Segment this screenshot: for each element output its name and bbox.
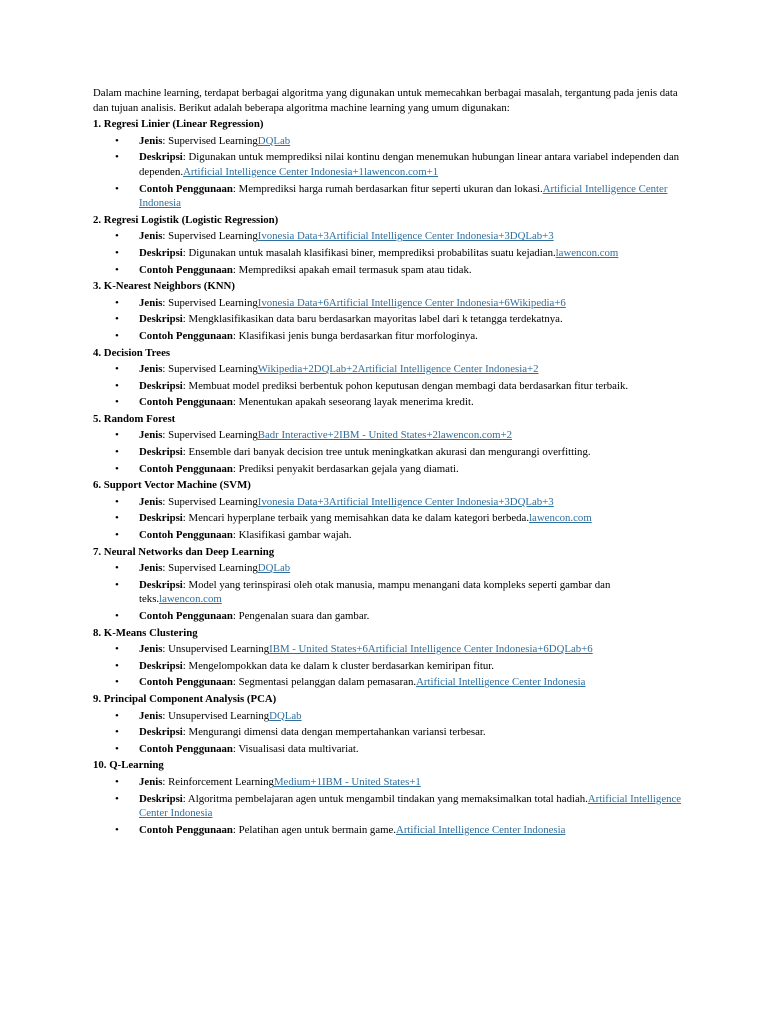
source-link[interactable]: Medium+1IBM - United States+1: [273, 775, 421, 788]
section-heading: 7. Neural Networks dan Deep Learning: [93, 545, 275, 558]
bullet-item-contoh: [93, 742, 684, 757]
bullet-item-deskripsi: [93, 379, 684, 394]
intro-paragraph: Dalam machine learning, terdapat berbagai algoritma yang digunakan untuk memecahkan berbagai masalah, tergantung pada jenis data dan tujuan analisis. Berikut adalah beberapa algoritma machine learning yang umum digunakan:: [93, 87, 678, 114]
bullet-item-contoh: [93, 823, 684, 838]
algorithm-section: [93, 478, 684, 542]
bullet-label: Contoh Penggunaan: [139, 462, 233, 475]
source-link[interactable]: lawencon.com: [555, 246, 619, 259]
bullet-label: Jenis: [139, 429, 163, 442]
source-link[interactable]: IBM - United States+6Artificial Intelligence Center Indonesia+6DQLab+6: [269, 643, 593, 656]
source-link[interactable]: Wikipedia+2DQLab+2Artificial Intelligence Center Indonesia+2: [257, 363, 539, 376]
bullet-item-jenis: [93, 561, 684, 576]
bullet-text: : Klasifikasi gambar wajah.: [232, 529, 352, 542]
bullet-text: : Prediksi penyakit berdasarkan gejala yang diamati.: [232, 462, 459, 475]
bullet-item-contoh: [93, 609, 684, 624]
bullet-text: : Algoritma pembelajaran agen untuk mengambil tindakan yang memaksimalkan total hadiah.: [182, 792, 588, 805]
bullet-text: : Reinforcement Learning: [162, 775, 274, 788]
bullet-text: : Membuat model prediksi berbentuk pohon keputusan dengan membagi data berdasarkan fitur terbaik.: [182, 379, 629, 392]
section-heading: 6. Support Vector Machine (SVM): [93, 479, 251, 492]
bullet-item-deskripsi: [93, 725, 684, 740]
section-heading: 1. Regresi Linier (Linear Regression): [93, 118, 264, 131]
source-link[interactable]: DQLab: [257, 562, 291, 575]
algorithm-list: [93, 117, 684, 837]
bullet-label: Deskripsi: [139, 313, 183, 326]
bullet-label: Jenis: [139, 363, 163, 376]
bullet-label: Jenis: [139, 643, 163, 656]
section-bullet-list: [93, 362, 684, 410]
source-link[interactable]: Artificial Intelligence Center Indonesia: [139, 182, 668, 210]
bullet-label: Deskripsi: [139, 578, 183, 591]
bullet-label: Contoh Penggunaan: [139, 742, 233, 755]
bullet-item-jenis: [93, 362, 684, 377]
algorithm-section: [93, 346, 684, 410]
algorithm-section: [93, 626, 684, 690]
algorithm-section: [93, 213, 684, 277]
bullet-label: Deskripsi: [139, 446, 183, 459]
bullet-text: : Supervised Learning: [162, 562, 258, 575]
bullet-text: : Supervised Learning: [162, 495, 258, 508]
section-heading: 10. Q-Learning: [93, 759, 164, 772]
source-link[interactable]: Artificial Intelligence Center Indonesia: [416, 676, 586, 689]
bullet-item-deskripsi: [93, 150, 684, 179]
bullet-label: Deskripsi: [139, 151, 183, 164]
bullet-text: : Memprediksi apakah email termasuk spam atau tidak.: [232, 263, 472, 276]
bullet-item-contoh: [93, 675, 684, 690]
bullet-text: : Pelatihan agen untuk bermain game.: [232, 823, 397, 836]
source-link[interactable]: Artificial Intelligence Center Indonesia: [139, 792, 682, 820]
bullet-label: Deskripsi: [139, 659, 183, 672]
source-link[interactable]: Artificial Intelligence Center Indonesia: [396, 823, 566, 836]
section-bullet-list: [93, 296, 684, 344]
bullet-label: Contoh Penggunaan: [139, 182, 233, 195]
bullet-label: Deskripsi: [139, 726, 183, 739]
algorithm-section: [93, 117, 684, 211]
source-link[interactable]: lawencon.com: [159, 593, 222, 606]
section-bullet-list: [93, 775, 684, 837]
bullet-label: Contoh Penggunaan: [139, 676, 233, 689]
bullet-text: : Mengklasifikasikan data baru berdasarkan mayoritas label dari k tetangga terdekatnya.: [182, 313, 563, 326]
bullet-text: : Supervised Learning: [162, 296, 258, 309]
bullet-item-jenis: [93, 775, 684, 790]
section-bullet-list: [93, 134, 684, 211]
bullet-item-deskripsi: [93, 511, 684, 526]
section-bullet-list: [93, 495, 684, 543]
section-heading: 2. Regresi Logistik (Logistic Regression): [93, 213, 279, 226]
bullet-label: Deskripsi: [139, 792, 183, 805]
bullet-item-jenis: [93, 495, 684, 510]
algorithm-section: [93, 758, 684, 837]
bullet-label: Jenis: [139, 296, 163, 309]
bullet-text: : Unsupervised Learning: [162, 709, 270, 722]
section-bullet-list: [93, 561, 684, 623]
bullet-label: Deskripsi: [139, 246, 183, 259]
bullet-label: Jenis: [139, 775, 163, 788]
bullet-text: : Ensemble dari banyak decision tree untuk meningkatkan akurasi dan mengurangi overfitting.: [182, 446, 591, 459]
bullet-label: Deskripsi: [139, 512, 183, 525]
algorithm-section: [93, 545, 684, 624]
source-link[interactable]: Artificial Intelligence Center Indonesia+1lawencon.com+1: [183, 165, 439, 178]
source-link[interactable]: Ivonesia Data+3Artificial Intelligence Center Indonesia+3DQLab+3: [257, 495, 554, 508]
bullet-item-deskripsi: [93, 659, 684, 674]
source-link[interactable]: Ivonesia Data+6Artificial Intelligence Center Indonesia+6Wikipedia+6: [257, 296, 566, 309]
bullet-item-deskripsi: [93, 312, 684, 327]
bullet-label: Contoh Penggunaan: [139, 263, 233, 276]
bullet-text: : Supervised Learning: [162, 134, 258, 147]
source-link[interactable]: DQLab: [269, 709, 302, 722]
bullet-item-contoh: [93, 329, 684, 344]
bullet-label: Contoh Penggunaan: [139, 329, 233, 342]
section-heading: 4. Decision Trees: [93, 346, 171, 359]
bullet-item-jenis: [93, 134, 684, 149]
source-link[interactable]: lawencon.com: [529, 512, 592, 525]
bullet-text: : Digunakan untuk memprediksi nilai kontinu dengan menemukan hubungan linear antara variabel independen dan dependen.: [139, 151, 680, 178]
bullet-item-deskripsi: [93, 578, 684, 607]
bullet-item-deskripsi: [93, 246, 684, 261]
bullet-text: : Supervised Learning: [162, 363, 258, 376]
bullet-item-contoh: [93, 182, 684, 211]
bullet-label: Contoh Penggunaan: [139, 823, 233, 836]
bullet-item-jenis: [93, 229, 684, 244]
bullet-item-jenis: [93, 428, 684, 443]
bullet-label: Contoh Penggunaan: [139, 610, 233, 622]
bullet-text: : Supervised Learning: [162, 230, 258, 243]
bullet-item-deskripsi: [93, 445, 684, 460]
bullet-item-jenis: [93, 709, 684, 724]
bullet-label: Jenis: [139, 230, 163, 243]
section-heading: 3. K-Nearest Neighbors (KNN): [93, 280, 235, 293]
section-bullet-list: [93, 428, 684, 476]
bullet-item-contoh: [93, 462, 684, 477]
bullet-text: : Mencari hyperplane terbaik yang memisahkan data ke dalam kategori berbeda.: [182, 512, 530, 525]
section-heading: 8. K-Means Clustering: [93, 626, 198, 639]
bullet-text: : Pengenalan suara dan gambar.: [232, 610, 370, 622]
bullet-item-deskripsi: [93, 792, 684, 821]
algorithm-section: [93, 412, 684, 476]
bullet-text: : Klasifikasi jenis bunga berdasarkan fitur morfologinya.: [232, 329, 478, 342]
bullet-text: : Visualisasi data multivariat.: [232, 742, 359, 755]
section-bullet-list: [93, 229, 684, 277]
section-bullet-list: [93, 709, 684, 757]
section-bullet-list: [93, 642, 684, 690]
bullet-item-contoh: [93, 395, 684, 410]
bullet-label: Jenis: [139, 709, 163, 722]
source-link[interactable]: DQLab: [257, 134, 291, 147]
bullet-label: Deskripsi: [139, 379, 183, 392]
section-heading: 9. Principal Component Analysis (PCA): [93, 692, 277, 705]
bullet-item-jenis: [93, 296, 684, 311]
bullet-label: Jenis: [139, 562, 163, 575]
bullet-item-contoh: [93, 528, 684, 543]
bullet-text: : Memprediksi harga rumah berdasarkan fitur seperti ukuran dan lokasi.: [232, 182, 543, 195]
bullet-label: Jenis: [139, 495, 163, 508]
bullet-text: : Model yang terinspirasi oleh otak manusia, mampu menangani data kompleks seperti gambar dan teks.: [139, 578, 611, 606]
bullet-text: : Mengurangi dimensi data dengan mempertahankan variansi terbesar.: [182, 726, 486, 739]
bullet-item-contoh: [93, 263, 684, 278]
bullet-text: : Unsupervised Learning: [162, 643, 270, 656]
bullet-text: : Mengelompokkan data ke dalam k cluster berdasarkan kemiripan fitur.: [182, 659, 495, 672]
section-heading: 5. Random Forest: [93, 412, 176, 425]
bullet-text: : Digunakan untuk masalah klasifikasi biner, memprediksi probabilitas suatu kejadian.: [182, 246, 556, 259]
bullet-label: Jenis: [139, 134, 163, 147]
algorithm-section: [93, 692, 684, 756]
bullet-text: : Menentukan apakah seseorang layak menerima kredit.: [232, 396, 474, 409]
bullet-label: Contoh Penggunaan: [139, 529, 233, 542]
source-link[interactable]: Badr Interactive+2IBM - United States+2lawencon.com+2: [257, 429, 512, 442]
bullet-text: : Segmentasi pelanggan dalam pemasaran.: [232, 676, 417, 689]
bullet-label: Contoh Penggunaan: [139, 396, 233, 409]
source-link[interactable]: Ivonesia Data+3Artificial Intelligence Center Indonesia+3DQLab+3: [257, 230, 554, 243]
algorithm-section: [93, 279, 684, 343]
bullet-text: : Supervised Learning: [162, 429, 258, 442]
bullet-item-jenis: [93, 642, 684, 657]
